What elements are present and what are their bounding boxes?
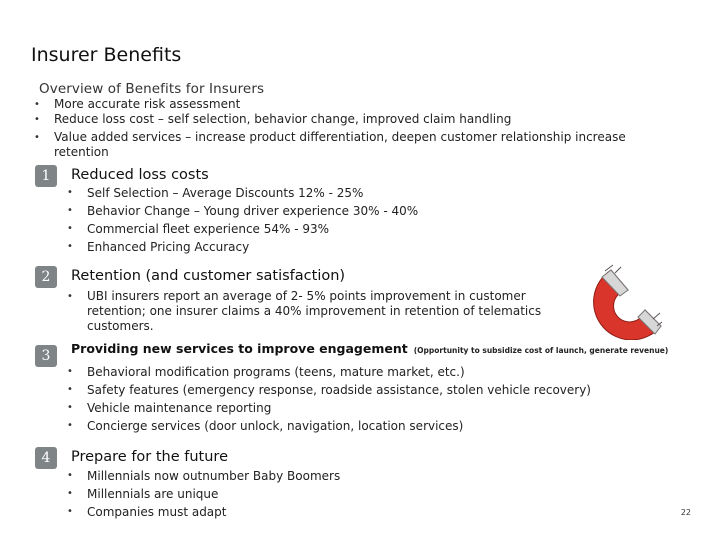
section-heading: Reduced loss costs: [71, 167, 209, 183]
list-item: • Reduce loss cost – self selection, behavior change, improved claim handling: [30, 112, 670, 127]
section-number-badge: 4: [35, 447, 57, 469]
list-item: • Vehicle maintenance reporting: [63, 399, 591, 417]
section-bullets: [63, 289, 543, 334]
section-heading-note: (Opportunity to subsidize cost of launch, generate revenue): [413, 346, 669, 355]
list-item: • UBI insurers report an average of 2- 5% points improvement in customer retention; one insurer claims a 40% improvement in retention of telematics customers.: [63, 289, 543, 334]
section-number-badge: 3: [35, 345, 57, 367]
list-item: • More accurate risk assessment: [30, 97, 670, 112]
magnet-icon: [583, 264, 663, 340]
list-item: • Companies must adapt: [63, 503, 340, 521]
section-heading-text: Providing new services to improve engagement: [71, 341, 408, 356]
overview-bullets: [30, 97, 670, 160]
section-number-badge: 2: [35, 266, 57, 288]
section-heading: [71, 341, 668, 356]
list-item: • Safety features (emergency response, roadside assistance, stolen vehicle recovery): [63, 381, 591, 399]
overview-heading: Overview of Benefits for Insurers: [39, 81, 265, 97]
section-heading: Retention (and customer satisfaction): [71, 268, 346, 284]
section-heading: Prepare for the future: [71, 449, 229, 465]
list-item: • Commercial fleet experience 54% - 93%: [63, 220, 418, 238]
section-bullets: [63, 184, 418, 256]
section-number-badge: 1: [35, 165, 57, 187]
list-item: • Enhanced Pricing Accuracy: [63, 238, 418, 256]
list-item: • Self Selection – Average Discounts 12% - 25%: [63, 184, 418, 202]
page-number: 22: [680, 508, 691, 517]
section-bullets: [63, 363, 591, 435]
list-item: • Behavioral modification programs (teens, mature market, etc.): [63, 363, 591, 381]
list-item: • Millennials now outnumber Baby Boomers: [63, 467, 340, 485]
section-bullets: [63, 467, 340, 521]
list-item: • Millennials are unique: [63, 485, 340, 503]
list-item: • Concierge services (door unlock, navigation, location services): [63, 417, 591, 435]
slide-title: Insurer Benefits: [31, 44, 182, 66]
list-item: • Value added services – increase product differentiation, deepen customer relationship increase retention: [30, 130, 670, 160]
list-item: • Behavior Change – Young driver experience 30% - 40%: [63, 202, 418, 220]
